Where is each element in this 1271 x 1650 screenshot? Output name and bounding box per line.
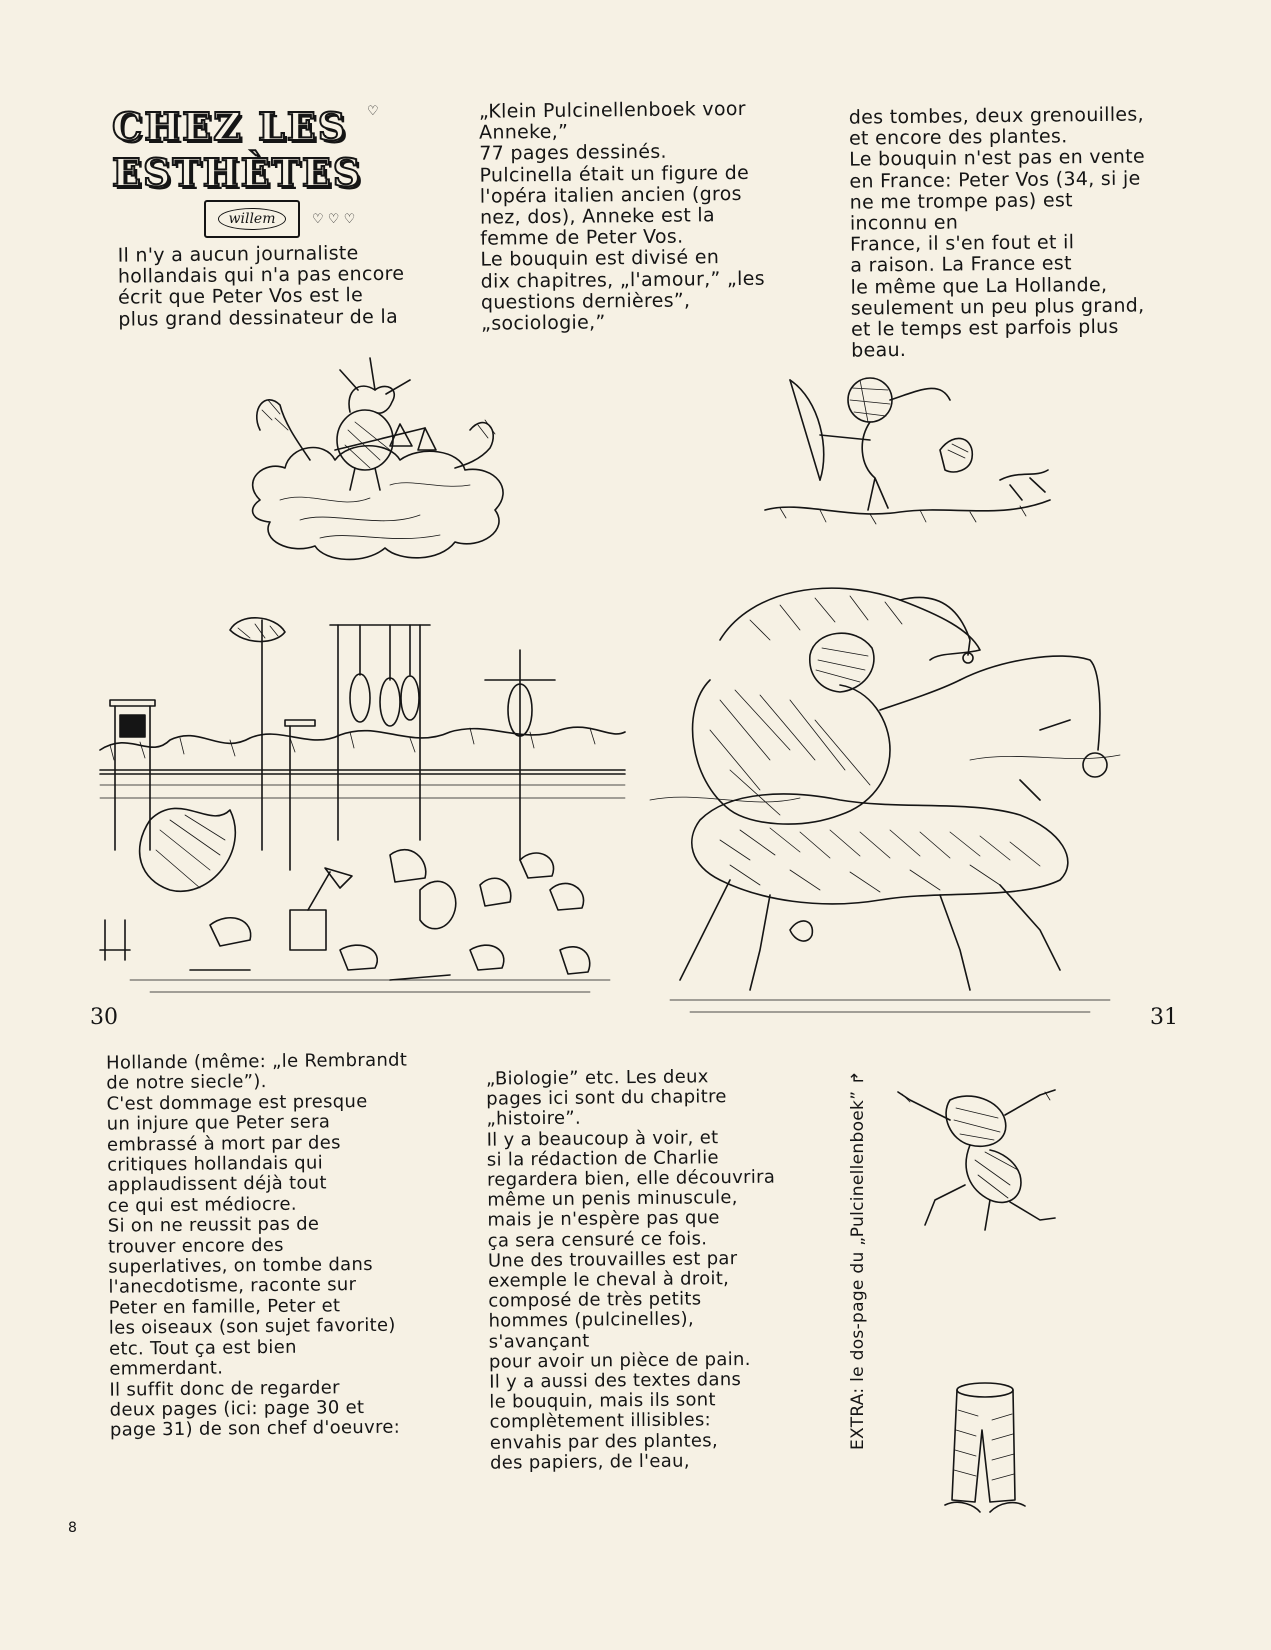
hearts-decoration-icon: ♡ ♡ ♡ (312, 212, 356, 227)
jester-horse-illustration (640, 560, 1130, 1020)
archer-creature-illustration (760, 360, 1060, 530)
artwork-page-number-left: 30 (90, 1005, 118, 1030)
text-column-top-right: des tombes, deux grenouilles, et encore des plantes. Le bouquin n'est pas en vente en France: Peter Vos (34, si je ne me trompe pas) est inconnu en France, il s'en fout et il a raison. La France est le même que La Hollande, seulement un peu plus grand, et le temps est parfois plus beau. (848, 103, 1146, 362)
text-column-top-left: Il n'y a aucun journaliste hollandais qui n'a pas encore écrit que Peter Vos est le plus grand dessinateur de la (117, 242, 405, 331)
page-number: 8 (68, 1520, 77, 1536)
text-column-top-middle: „Klein Pulcinellenboek voor Anneke,” 77 pages dessinés. Pulcinella était un figure de l'opéra italien ancien (gros nez, dos), Anneke est la femme de Peter Vos. Le bouquin est divisé en dix chapitres, „l'amour,” „les questions dernières”, „sociologie,” (478, 97, 765, 335)
vertical-caption: EXTRA: le dos-page du „Pulcinellenboek” ↱ (848, 1070, 868, 1450)
falling-figure-illustration (890, 1090, 1070, 1240)
title-line-2: ESTHÈTES (112, 150, 363, 195)
article-title-block (112, 104, 402, 234)
heart-decoration-icon: ♡ (367, 104, 379, 119)
signature-box (204, 200, 300, 238)
gallows-scene-illustration (90, 620, 630, 1020)
signature: willem (218, 208, 287, 230)
title-line-1: CHEZ LES (112, 104, 348, 149)
trousers-illustration (930, 1380, 1040, 1520)
artwork-page-number-right: 31 (1150, 1005, 1178, 1030)
text-column-bottom-left: Hollande (même: „le Rembrandt de notre siecle”). C'est dommage est presque un injure que Peter sera embrassé à mort par des critiques hollandais qui applaudissent déjà tout ce qui est médiocre. Si on ne reussit pas de trouver encore des superlatives, on tombe dans l'anecdotisme, raconte sur Peter en famille, Peter et les oiseaux (son sujet favorite) etc. Tout ça est bien emmerdant. Il suffit donc de regarder deux pages (ici: page 30 et page 31) de son chef d'oeuvre: (105, 1049, 408, 1441)
jester-cloud-illustration (240, 350, 520, 570)
text-column-bottom-middle: „Biologie” etc. Les deux pages ici sont du chapitre „histoire”. Il y a beaucoup à voir, et si la rédaction de Charlie regardera bien, elle découvrira même un penis minuscule, mais je n'espère pas que ça sera censuré ce fois. Une des trouvailles est par exemple le cheval à droit, composé de très petits hommes (pulcinelles), s'avançant pour avoir un pièce de pain. Il y a aussi des textes dans le bouquin, mais ils sont complètement illisibles: envahis par des plantes, des papiers, de l'eau, (485, 1066, 776, 1474)
